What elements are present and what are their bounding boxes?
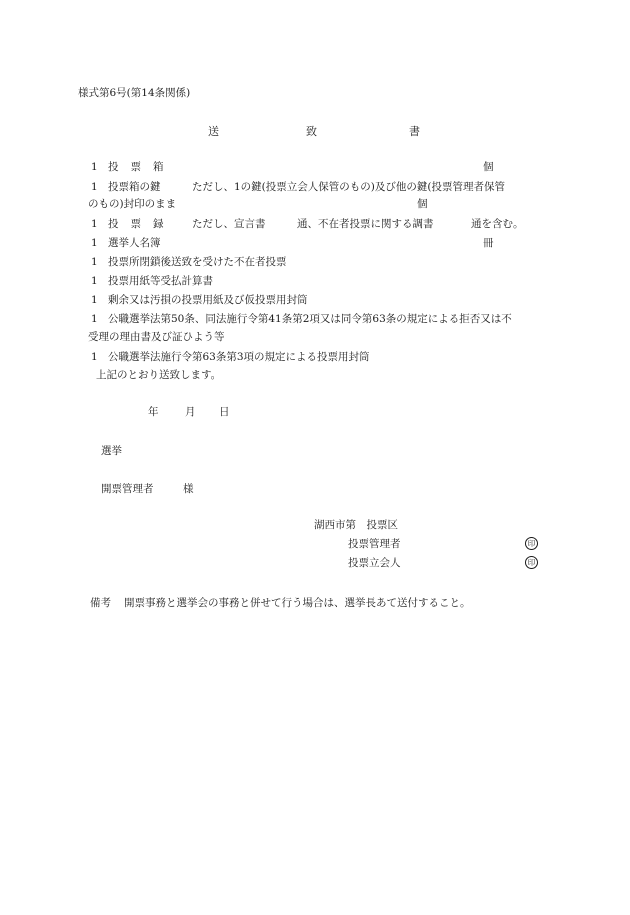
item-unit: 個 xyxy=(483,161,494,173)
item-label: 投票用紙等受払計算書 xyxy=(108,275,213,287)
item-label: 投票所閉鎖後送致を受けた不在者投票 xyxy=(108,256,287,268)
item-label: 投票箱 xyxy=(108,161,176,173)
item-text-3: 通を含む。 xyxy=(471,218,524,230)
item-number: 1 xyxy=(91,161,98,173)
item-number: 1 xyxy=(91,313,98,325)
item-label: 剰余又は汚損の投票用紙及び仮投票用封筒 xyxy=(108,294,308,306)
closing-statement: 上記のとおり送致します。 xyxy=(96,369,222,381)
item-number: 1 xyxy=(91,256,98,268)
date-month: 月 xyxy=(185,406,196,418)
item-label: 投票箱の鍵 xyxy=(108,181,161,193)
date-day: 日 xyxy=(219,406,230,418)
date-year: 年 xyxy=(148,406,159,418)
addressee-honorific: 様 xyxy=(183,483,194,495)
signer-label: 投票管理者 xyxy=(348,538,401,550)
title-char-1: 送 xyxy=(208,125,219,138)
seal-stamp-icon: 印 xyxy=(525,537,538,550)
item-label: 投票録 xyxy=(108,218,176,230)
title-char-2: 致 xyxy=(306,125,317,138)
addressee-label: 開票管理者 xyxy=(101,483,154,495)
remarks-label: 備考 xyxy=(90,597,111,609)
item-text: ただし、1の鍵(投票立会人保管のもの)及び他の鍵(投票管理者保管 xyxy=(192,181,505,193)
election-name: 選挙 xyxy=(101,445,122,457)
item-label-continued: 受理の理由書及び証ひよう等 xyxy=(88,331,225,343)
remarks-text: 開票事務と選挙会の事務と併せて行う場合は、選挙長あて送付すること。 xyxy=(124,597,471,609)
item-number: 1 xyxy=(91,294,98,306)
voting-district: 湖西市第 投票区 xyxy=(314,519,398,531)
item-text-continued: のもの)封印のまま xyxy=(88,198,177,210)
signer-label: 投票立会人 xyxy=(348,557,401,569)
item-label: 選挙人名簿 xyxy=(108,237,161,249)
item-number: 1 xyxy=(91,218,98,230)
form-number: 様式第6号(第14条関係) xyxy=(78,87,191,99)
item-label: 公職選挙法施行令第63条第3項の規定による投票用封筒 xyxy=(108,351,370,363)
item-number: 1 xyxy=(91,351,98,363)
item-number: 1 xyxy=(91,275,98,287)
item-unit: 冊 xyxy=(483,237,494,249)
item-label: 公職選挙法第50条、同法施行令第41条第2項又は同令第63条の規定による拒否又は不 xyxy=(108,313,512,325)
item-text-2: 通、不在者投票に関する調書 xyxy=(297,218,434,230)
seal-stamp-icon: 印 xyxy=(525,556,538,569)
item-text: ただし、宣言書 xyxy=(192,218,266,230)
item-unit: 個 xyxy=(417,198,428,210)
item-number: 1 xyxy=(91,181,98,193)
item-number: 1 xyxy=(91,237,98,249)
title-char-3: 書 xyxy=(409,125,420,138)
